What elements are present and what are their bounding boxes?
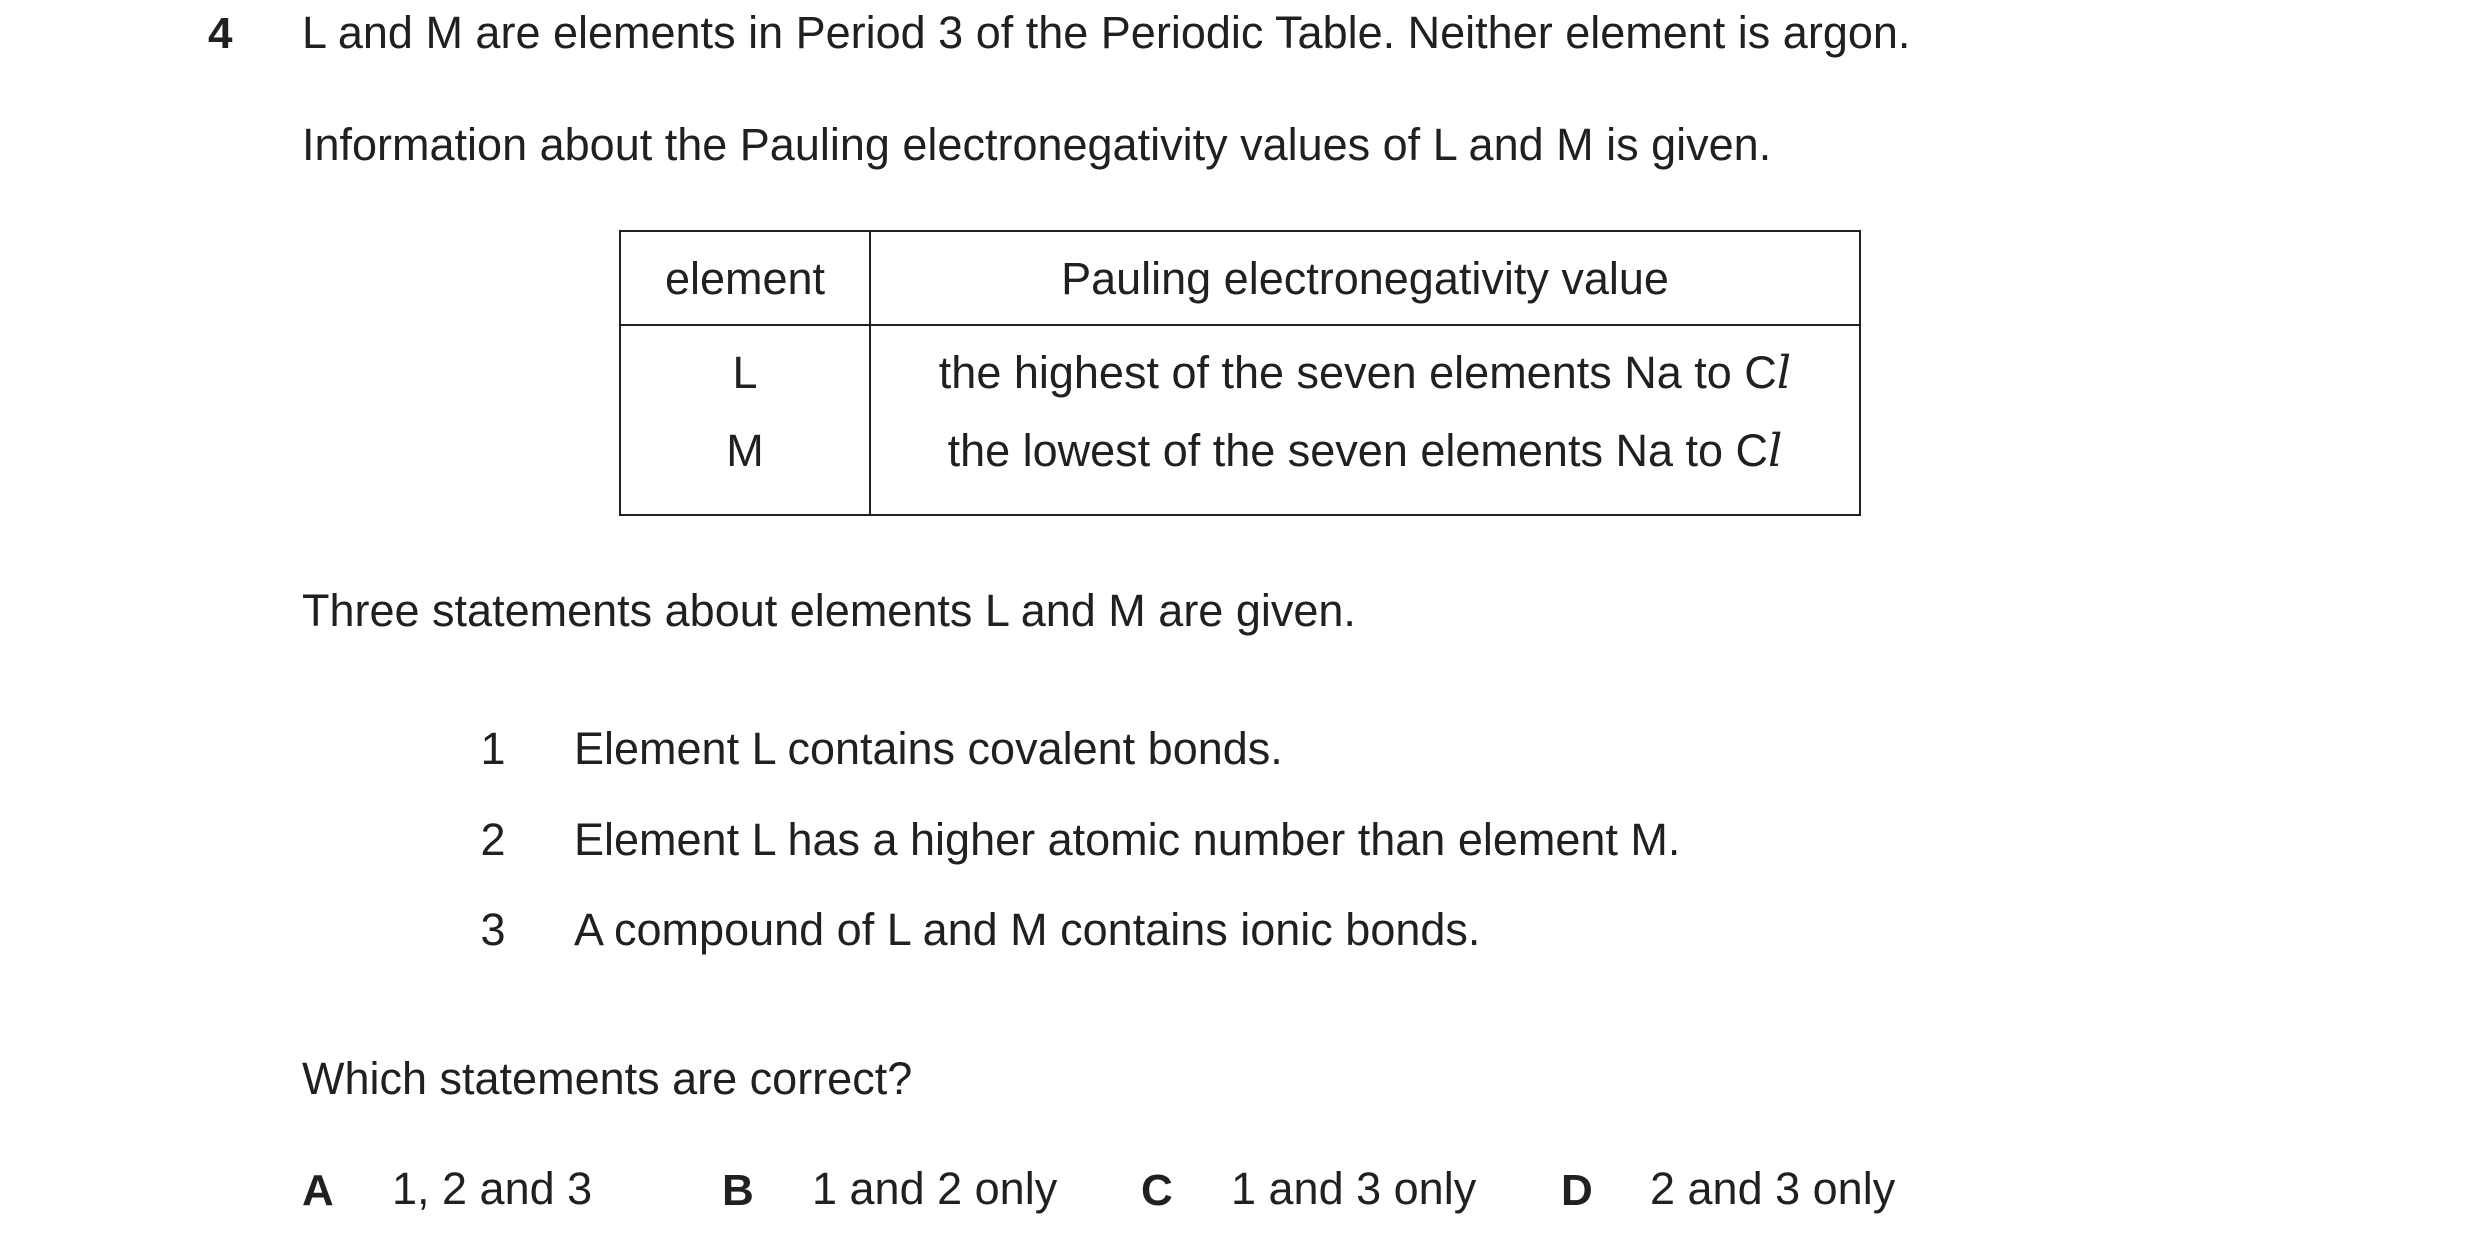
chlorine-l-symbol: l — [1768, 424, 1783, 477]
option-d-letter[interactable]: D — [1561, 1166, 1593, 1215]
electronegativity-table — [619, 230, 1861, 516]
table-row — [620, 418, 1860, 515]
statement-number: 3 — [480, 904, 506, 955]
value-cell — [870, 418, 1860, 515]
question-stem-line1: L and M are elements in Period 3 of the Periodic Table. Neither element is argon. — [302, 7, 1911, 58]
element-cell: M — [620, 418, 870, 515]
table-row — [620, 325, 1860, 418]
option-a-text[interactable]: 1, 2 and 3 — [392, 1163, 593, 1214]
statement-text: Element L has a higher atomic number than element M. — [574, 814, 1681, 865]
option-c-text[interactable]: 1 and 3 only — [1231, 1163, 1477, 1214]
table-header-row — [620, 231, 1860, 325]
question-number: 4 — [208, 9, 233, 58]
option-b-letter[interactable]: B — [722, 1166, 754, 1215]
option-b-text[interactable]: 1 and 2 only — [812, 1163, 1058, 1214]
question-prompt: Which statements are correct? — [302, 1053, 913, 1104]
element-cell: L — [620, 325, 870, 418]
statement-text: Element L contains covalent bonds. — [574, 723, 1283, 774]
header-electronegativity: Pauling electronegativity value — [870, 231, 1860, 325]
option-a-letter[interactable]: A — [302, 1166, 334, 1215]
value-cell — [870, 325, 1860, 418]
value-text: the highest of the seven elements Na to C — [938, 346, 1777, 398]
question-stem-line2: Information about the Pauling electronegativity values of L and M is given. — [302, 119, 1772, 170]
statement-number: 1 — [480, 723, 506, 774]
value-text: the lowest of the seven elements Na to C — [947, 425, 1769, 476]
statements-intro: Three statements about elements L and M are given. — [302, 585, 1356, 636]
statement-number: 2 — [480, 814, 506, 865]
statement-text: A compound of L and M contains ionic bonds. — [574, 904, 1481, 955]
header-element: element — [620, 231, 870, 325]
option-d-text[interactable]: 2 and 3 only — [1650, 1163, 1896, 1214]
option-c-letter[interactable]: C — [1141, 1166, 1173, 1215]
chlorine-l-symbol: l — [1776, 345, 1792, 399]
